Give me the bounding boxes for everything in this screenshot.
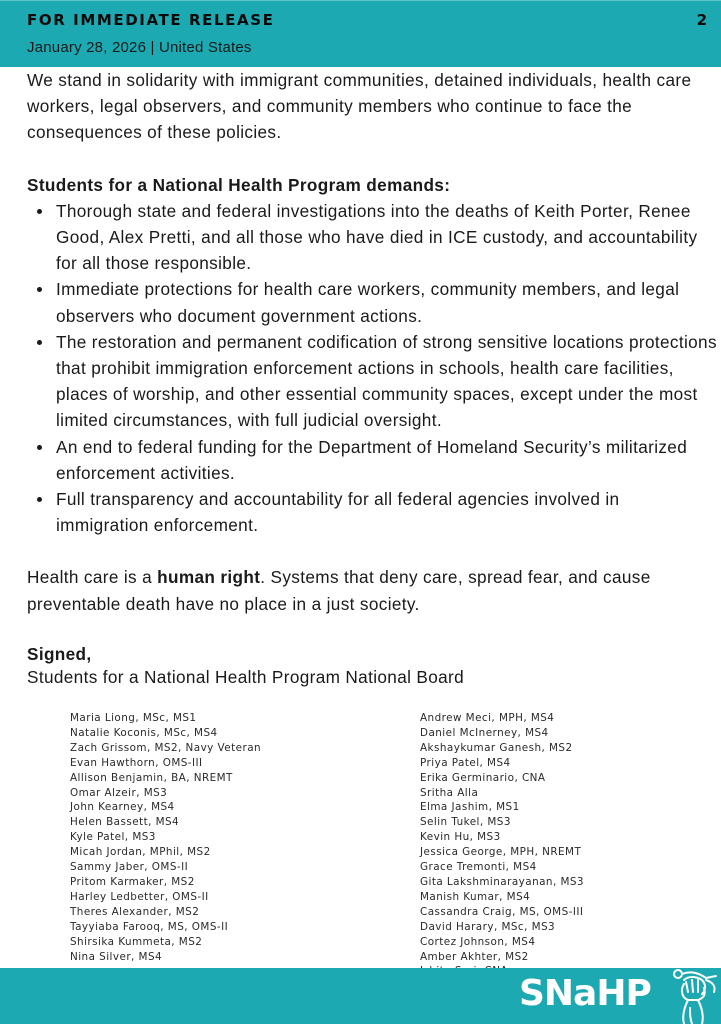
signatory-name: Erika Germinario, CNA (420, 771, 546, 784)
demand-item: Full transparency and accountability for all federal agencies involved in immigration enforcement. (27, 486, 717, 538)
raised-fist-stethoscope-icon (668, 968, 721, 1024)
signatory-name: Sritha Alla (420, 786, 479, 799)
press-release-body (27, 67, 717, 689)
signed-label: Signed, (27, 643, 92, 664)
dateline: January 28, 2026 | United States (27, 39, 252, 56)
signatory-name: David Harary, MSc, MS3 (420, 920, 556, 933)
bullet-icon (37, 209, 42, 214)
demands-heading: Students for a National Health Program demands: (27, 174, 451, 195)
signatory-name: Sammy Jaber, OMS-II (70, 861, 189, 874)
bullet-icon (37, 340, 42, 345)
signatory-name: Manish Kumar, MS4 (420, 890, 531, 903)
page-header (0, 0, 721, 67)
signatories-right-column (420, 711, 584, 979)
signatory-name: Zach Grissom, MS2, Navy Veteran (70, 741, 262, 754)
signatory-name: Helen Bassett, MS4 (70, 816, 180, 829)
signatory-name: Shirsika Kummeta, MS2 (70, 935, 203, 948)
signatory-name: Kevin Hu, MS3 (420, 831, 501, 844)
signatory-name: Elma Jashim, MS1 (420, 801, 520, 814)
demand-item: The restoration and permanent codification of strong sensitive locations protections that prohibit immigration enforcement actions in schools, health care facilities, places of worship, and other essential community spaces, except under the most limited circumstances, with full judicial oversight. (27, 329, 717, 434)
signatory-name: Daniel McInerney, MS4 (420, 726, 549, 739)
signatory-name: Cortez Johnson, MS4 (420, 935, 536, 948)
bullet-icon (37, 445, 42, 450)
signatory-name: Maria Liong, MSc, MS1 (70, 712, 197, 724)
release-label: FOR IMMEDIATE RELEASE (27, 11, 275, 29)
signatory-name: Gita Lakshminarayanan, MS3 (420, 875, 584, 888)
signatory-name: Harley Ledbetter, OMS-II (70, 890, 209, 903)
demand-item: An end to federal funding for the Department of Homeland Security’s militarized enforcement activities. (27, 434, 717, 486)
signatory-name: Akshaykumar Ganesh, MS2 (420, 741, 573, 754)
demands-list (27, 198, 717, 539)
signatory-name: John Kearney, MS4 (70, 801, 175, 814)
signatory-name: Nina Silver, MS4 (70, 950, 163, 963)
signatory-name: Tayyiaba Farooq, MS, OMS-II (70, 920, 229, 933)
demand-item: Immediate protections for health care workers, community members, and legal observers who document government actions. (27, 276, 717, 328)
signatory-name: Omar Alzeir, MS3 (70, 786, 168, 799)
page-footer (0, 968, 721, 1024)
demand-item: Thorough state and federal investigations into the deaths of Keith Porter, Renee Good, Alex Pretti, and all those who have died in ICE custody, and accountability for all those responsible. (27, 198, 717, 277)
signatory-name: Micah Jordan, MPhil, MS2 (70, 846, 211, 859)
signed-by: Students for a National Health Program National Board (27, 666, 465, 687)
signatory-name: Priya Patel, MS4 (420, 756, 511, 769)
signatory-name: Kyle Patel, MS3 (70, 831, 156, 844)
signatory-name: Pritom Karmaker, MS2 (70, 875, 195, 888)
signatory-name: Allison Benjamin, BA, NREMT (70, 771, 233, 784)
page-number: 2 (696, 11, 707, 29)
signatory-name: Jessica George, MPH, NREMT (420, 846, 582, 859)
signatories-left-column (70, 711, 261, 964)
signatory-name: Amber Akhter, MS2 (420, 950, 529, 963)
signatory-name: Cassandra Craig, MS, OMS-III (420, 905, 584, 918)
human-right-emphasis: human right (157, 567, 261, 588)
signatory-name: Grace Tremonti, MS4 (420, 861, 537, 874)
signatory-name: Natalie Koconis, MSc, MS4 (70, 726, 218, 739)
snahp-logo-text: SNaHP (519, 973, 651, 1014)
signatory-name: Andrew Meci, MPH, MS4 (420, 712, 555, 724)
signatory-name: Theres Alexander, MS2 (70, 905, 200, 918)
bullet-icon (37, 287, 42, 292)
closing-paragraph: Health care is a human right. Systems that deny care, spread fear, and cause preventable death have no place in a just society. (27, 567, 651, 614)
bullet-icon (37, 497, 42, 502)
intro-paragraph: We stand in solidarity with immigrant communities, detained individuals, health care workers, legal observers, and community members who continue to face the consequences of these policies. (27, 70, 692, 143)
signatory-name: Evan Hawthorn, OMS-III (70, 756, 203, 769)
signatory-name: Selin Tukel, MS3 (420, 816, 511, 829)
